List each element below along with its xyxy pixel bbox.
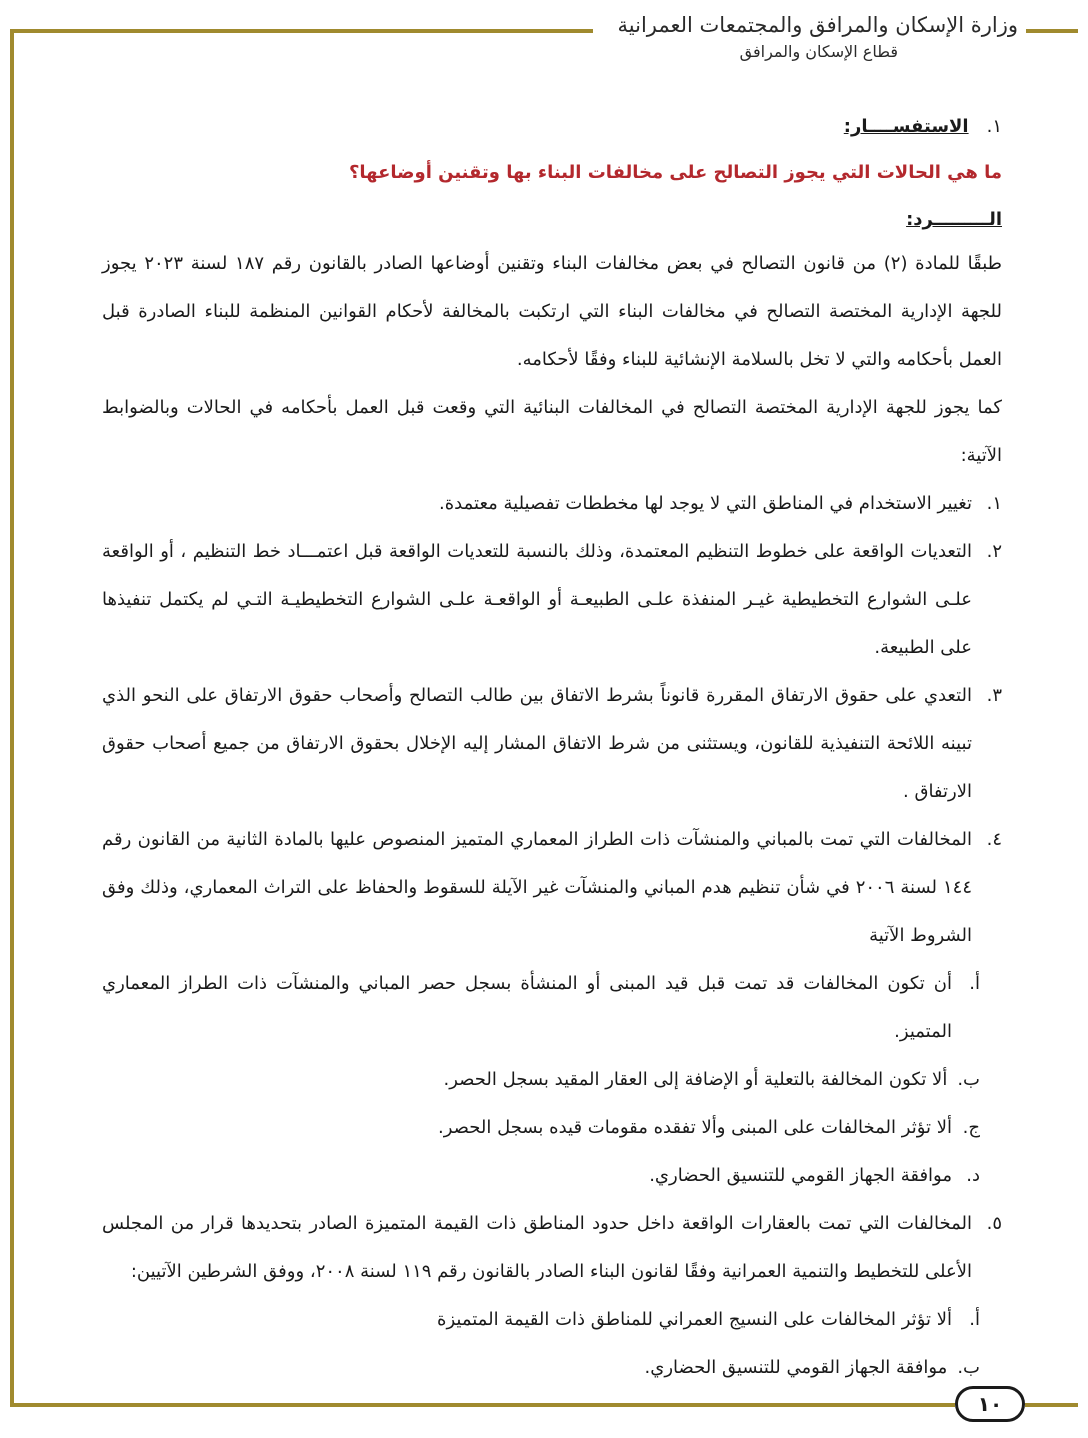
- question-heading: [102, 108, 1002, 146]
- sub-item: [102, 1344, 1002, 1392]
- response-label: الـــــــــرد:: [906, 209, 1002, 230]
- sub-item: [102, 1152, 1002, 1200]
- bottom-frame-line-right: [1025, 1403, 1078, 1407]
- sub-item: [102, 1296, 1002, 1344]
- sub-item-text: ألا تكون المخالفة بالتعلية أو الإضافة إلى العقار المقيد بسجل الحصر.: [443, 1069, 948, 1090]
- list-item-number: ٣.: [986, 685, 1002, 706]
- paragraph: كما يجوز للجهة الإدارية المختصة التصالح في المخالفات البنائية التي وقعت قبل العمل بأحكامه في الحالات وبالضوابط الآتية:: [102, 397, 1002, 466]
- bottom-frame-line: [10, 1403, 955, 1407]
- sub-item-text: أن تكون المخالفات قد تمت قبل قيد المبنى أو المنشأة بسجل حصر المباني والمنشآت ذات الطراز المعماري المتميز.: [102, 973, 952, 1042]
- question-number: ١.: [986, 116, 1002, 137]
- list-item-number: ١.: [986, 493, 1002, 514]
- list-item-number: ٥.: [986, 1213, 1002, 1234]
- sub-item-letter: ب.: [957, 1069, 980, 1090]
- sub-item: [102, 1056, 1002, 1104]
- list-item-text: المخالفات التي تمت بالمباني والمنشآت ذات الطراز المعماري المتميز المنصوص عليها بالمادة الثانية من القانون رقم ١٤٤ لسنة ٢٠٠٦ في شأن تنظيم هدم المباني والمنشآت غير الآيلة للسقوط والحفاظ على التراث المعماري، وذلك وفق الشروط الآتية: [102, 829, 972, 946]
- list-item: [102, 672, 1002, 816]
- question-label: الاستفســــار:: [843, 116, 969, 137]
- list-item-text: تغيير الاستخدام في المناطق التي لا يوجد لها مخططات تفصيلية معتمدة.: [439, 493, 972, 514]
- sub-item-letter: ج.: [962, 1117, 980, 1138]
- list-item: [102, 1200, 1002, 1296]
- sub-item-letter: أ.: [969, 1309, 980, 1330]
- page-header: [538, 10, 1018, 64]
- list-item-text: التعدي على حقوق الارتفاق المقررة قانوناً بشرط الاتفاق بين طالب التصالح وأصحاب حقوق الارتفاق على النحو الذي تبينه اللائحة التنفيذية للقانون، ويستثنى من شرط الاتفاق المشار إليه الإخلال بحقوق الارتفاق من جميع أصحاب حقوق الارتفاق .: [102, 685, 972, 802]
- sector-subtitle: قطاع الإسكان والمرافق: [739, 42, 898, 61]
- conditions-list: [102, 480, 1002, 1392]
- list-item-number: ٤.: [986, 829, 1002, 850]
- top-frame-line: [10, 29, 593, 33]
- sub-item-text: ألا تؤثر المخالفات على المبنى وألا تفقده مقومات قيده بسجل الحصر.: [438, 1117, 952, 1138]
- question-text: ما هي الحالات التي يجوز التصالح على مخالفات البناء بها وتقنين أوضاعها؟: [348, 162, 1002, 183]
- ministry-title: وزارة الإسكان والمرافق والمجتمعات العمرانية: [617, 13, 1018, 37]
- sub-item-letter: أ.: [969, 973, 980, 994]
- list-item: [102, 480, 1002, 528]
- top-frame-line-right: [1026, 29, 1078, 33]
- sub-item-text: موافقة الجهاز القومي للتنسيق الحضاري.: [649, 1165, 952, 1186]
- sub-item-text: ألا تؤثر المخالفات على النسيج العمراني للمناطق ذات القيمة المتميزة: [437, 1309, 952, 1330]
- sub-item-text: موافقة الجهاز القومي للتنسيق الحضاري.: [644, 1357, 948, 1378]
- page-number: ١٠: [955, 1386, 1025, 1422]
- list-item: [102, 528, 1002, 672]
- sub-item-letter: ب.: [957, 1357, 980, 1378]
- list-item-number: ٢.: [986, 541, 1002, 562]
- paragraph: طبقًا للمادة (٢) من قانون التصالح في بعض مخالفات البناء وتقنين أوضاعها الصادر بالقانون رقم ١٨٧ لسنة ٢٠٢٣ يجوز للجهة الإدارية المختصة التصالح في مخالفات البناء التي ارتكبت بالمخالفة لأحكام القوانين المنظمة للبناء الصادرة قبل العمل بأحكامه والتي لا تخل بالسلامة الإنشائية للبناء وفقًا لأحكامه.: [102, 253, 1002, 370]
- sub-item: [102, 960, 1002, 1056]
- sub-item: [102, 1104, 1002, 1152]
- sub-item-letter: د.: [966, 1165, 980, 1186]
- list-item: [102, 816, 1002, 960]
- list-item-text: المخالفات التي تمت بالعقارات الواقعة داخل حدود المناطق ذات القيمة المتميزة الصادر بتحديدها قرار من المجلس الأعلى للتخطيط والتنمية العمرانية وفقًا لقانون البناء الصادر بالقانون رقم ١١٩ لسنة ٢٠٠٨، ووفق الشرطين الآتيين:: [102, 1213, 972, 1282]
- document-body: [102, 108, 1002, 1392]
- list-item-text: التعديات الواقعة على خطوط التنظيم المعتمدة، وذلك بالنسبة للتعديات الواقعة قبل اعتمـــاد خط التنظيم ، أو الواقعة علـى الشوارع التخطيطية غيـر المنفذة علـى الطبيعـة أو الواقعـة علـى الشوارع التخطيطيـة التـي لم يكتمل تنفيذها على الطبيعة.: [102, 541, 972, 658]
- left-frame-line: [10, 29, 14, 1407]
